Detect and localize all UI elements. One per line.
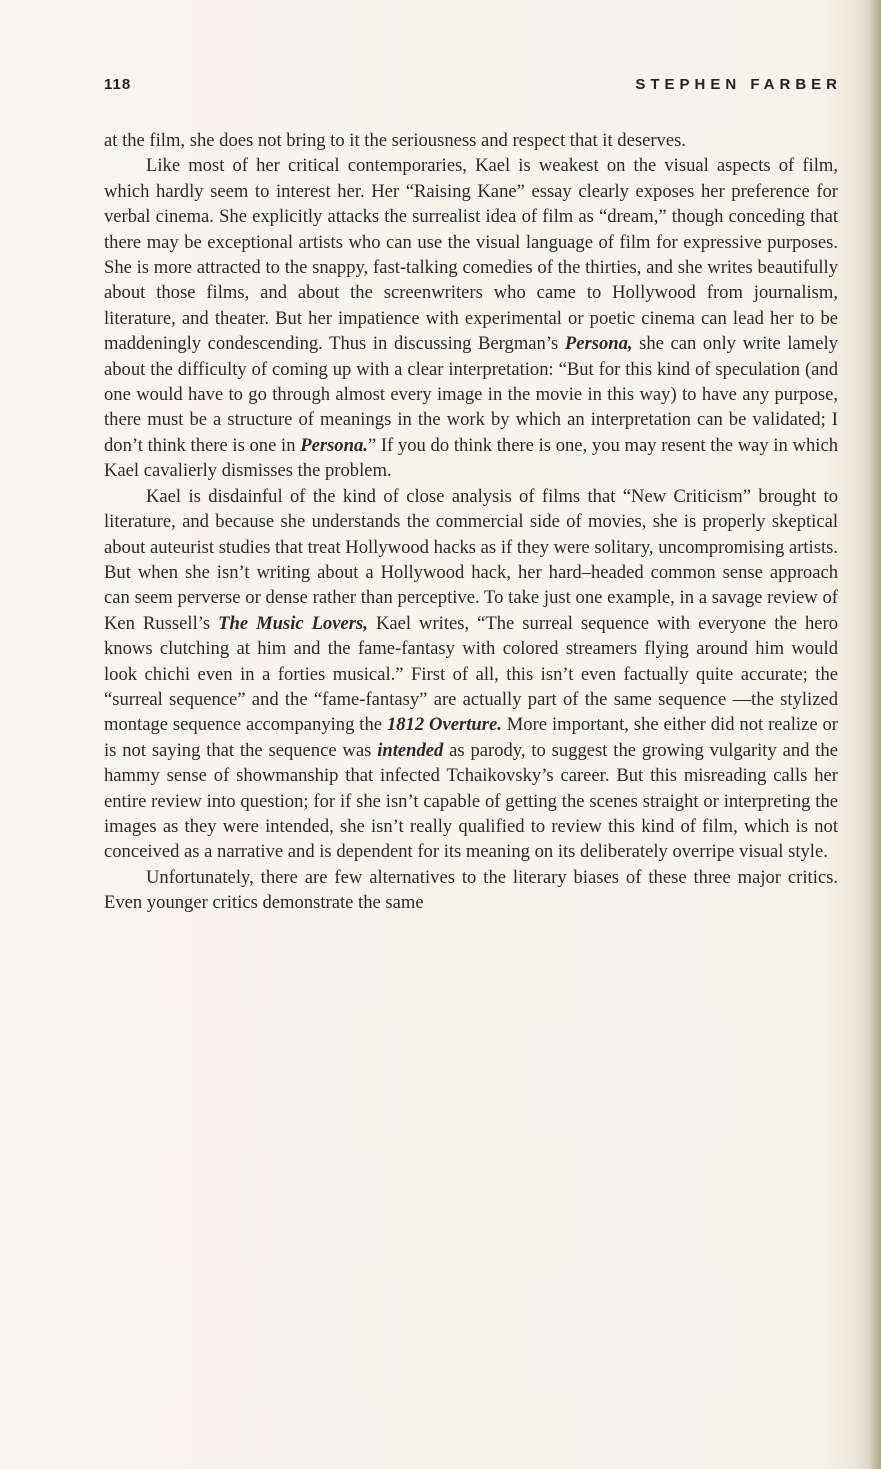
paragraph-3-text-d: as parody, to suggest the growing vulgarity and the hammy sense of showmanship that infected Tchaikovsky’s career. But this misreading calls her entire review into question; for if she isn’t capable of getting the scenes straight or interpreting the images as they were intended, she isn’t really qualified to review this kind of film, which is not conceived as a narrative and is dependent for its meaning on its deliberately overripe visual style.	[104, 739, 838, 863]
film-title-persona-2: Persona.	[300, 434, 368, 456]
work-title-1812-overture: 1812 Overture.	[386, 714, 502, 736]
running-head: STEPHEN FARBER	[635, 76, 842, 93]
paragraph-3-text-c: More important, she either did not realize or is not saying that the sequence was	[104, 714, 838, 761]
paragraph-2	[104, 153, 838, 483]
body-text	[104, 128, 838, 916]
film-title-music-lovers: The Music Lovers,	[218, 612, 368, 634]
paragraph-2-text-a: Like most of her critical contemporaries, Kael is weakest on the visual aspects of film, which hardly seem to interest her. Her “Raising Kane” essay clearly exposes her preference for verbal cinema. She explicitly attacks the surrealist idea of film as “dream,” though conceding that there may be exceptional artists who can use the visual language of film for expressive purposes. She is more attracted to the snappy, fast-talking comedies of the thirties, and she writes beautifully about those films, and about the screenwriters who came to Hollywood from journalism, literature, and theater. But her impatience with experimental or poetic cinema can lead her to be maddeningly condescending. Thus in discussing Bergman’s	[104, 155, 838, 355]
emphasis-intended: intended	[377, 739, 444, 761]
page-edge-shadow	[869, 0, 881, 1469]
page-header	[104, 76, 842, 100]
page-number: 118	[104, 76, 132, 93]
paragraph-3-text-a: Kael is disdainful of the kind of close analysis of films that “New Criticism” brought to literature, and because she understands the commercial side of movies, she is properly skeptical about auteurist studies that treat Hollywood hacks as if they were solitary, uncompromising artists. But when she isn’t writing about a Hollywood hack, her hard–headed common sense approach can seem perverse or dense rather than perceptive. To take just one example, in a savage review of Ken Russell’s	[104, 485, 838, 634]
paragraph-1	[104, 128, 838, 153]
paragraph-3-text-b: Kael writes, “The surreal sequence with everyone the hero knows clutching at him and the fame-fantasy with colored streamers flying around him would look chichi even in a forties musical.” First of all, this isn’t even factually quite accurate; the “surreal sequence” and the “fame-fantasy” are actually part of the same sequence —the stylized montage sequence accompanying the	[104, 612, 839, 736]
paragraph-4	[104, 865, 838, 916]
paragraph-2-text-c: ” If you do think there is one, you may resent the way in which Kael cavalierly dismisses the problem.	[104, 434, 838, 482]
paragraph-1-text: at the film, she does not bring to it the seriousness and respect that it deserves.	[104, 130, 686, 151]
paragraph-2-text-b: she can only write lamely about the difficulty of coming up with a clear interpretation: “But for this kind of speculation (and one would have to go through almost every image in the movie in this way) to have any purpose, there must be a structure of meanings in the work by which an interpretation can be validated; I don’t think there is one in	[104, 333, 838, 456]
film-title-persona: Persona,	[564, 333, 633, 355]
paragraph-4-text: Unfortunately, there are few alternatives to the literary biases of these three major critics. Even younger critics demonstrate the same	[104, 866, 838, 914]
paragraph-3	[104, 484, 838, 865]
